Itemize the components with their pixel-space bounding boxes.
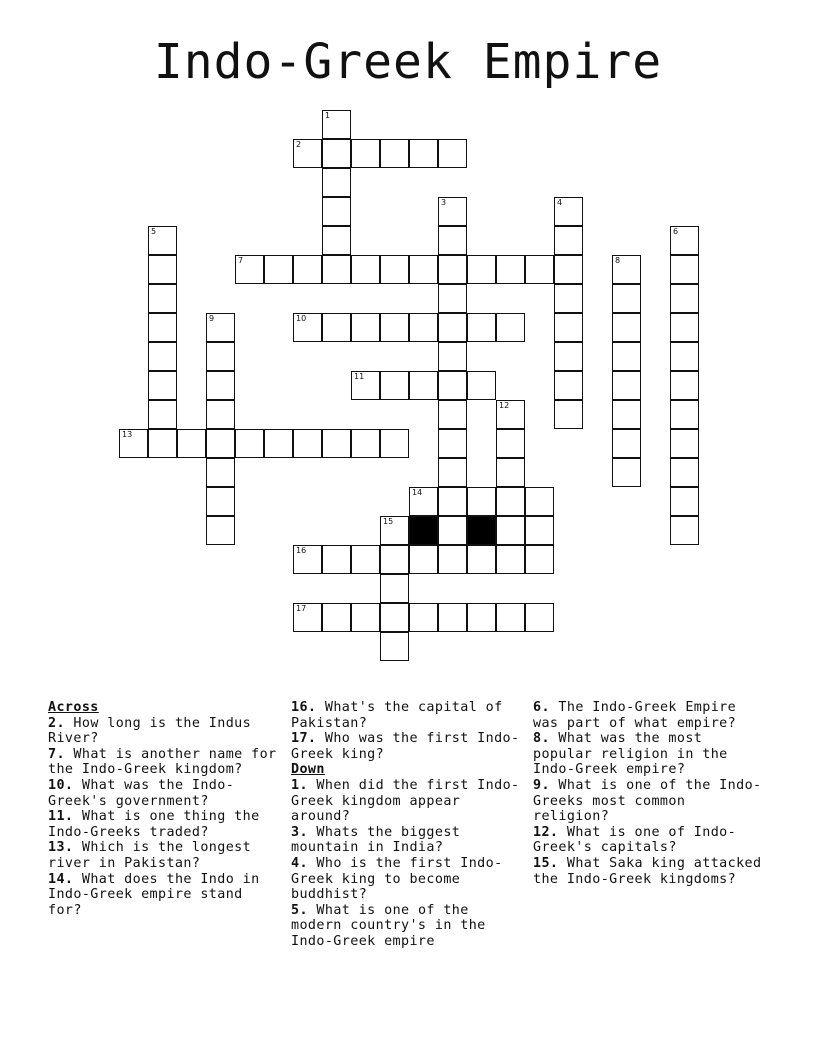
grid-cell[interactable] <box>322 255 351 284</box>
grid-cell[interactable] <box>525 516 554 545</box>
across-heading: Across <box>48 700 99 715</box>
grid-cell[interactable] <box>554 400 583 429</box>
grid-cell[interactable] <box>554 255 583 284</box>
grid-cell[interactable] <box>670 516 699 545</box>
grid-cell[interactable] <box>351 139 380 168</box>
clue-down-8: 8. What was the most popular religion in the Indo-Greek empire? <box>533 731 728 778</box>
grid-cell[interactable] <box>293 603 322 632</box>
grid-cell[interactable] <box>206 342 235 371</box>
clues-column-2 <box>291 700 527 950</box>
grid-cell[interactable] <box>467 487 496 516</box>
grid-cell[interactable] <box>409 255 438 284</box>
grid-cell[interactable] <box>438 603 467 632</box>
grid-cell[interactable] <box>467 255 496 284</box>
grid-cell[interactable] <box>322 197 351 226</box>
grid-cell[interactable] <box>438 313 467 342</box>
grid-cell[interactable] <box>670 255 699 284</box>
grid-cell[interactable] <box>351 429 380 458</box>
grid-cell[interactable] <box>438 429 467 458</box>
grid-cell[interactable] <box>438 545 467 574</box>
grid-cell[interactable] <box>670 400 699 429</box>
grid-cell[interactable] <box>351 545 380 574</box>
grid-cell[interactable] <box>148 400 177 429</box>
grid-cell[interactable] <box>554 371 583 400</box>
grid-cell[interactable] <box>496 429 525 458</box>
grid-cell[interactable] <box>554 226 583 255</box>
grid-cell[interactable] <box>380 632 409 661</box>
grid-cell[interactable] <box>525 255 554 284</box>
clue-down-9: 9. What is one of the Indo-Greeks most common religion? <box>533 777 762 825</box>
grid-cell[interactable] <box>525 545 554 574</box>
grid-cell[interactable] <box>177 429 206 458</box>
grid-cell[interactable] <box>351 313 380 342</box>
grid-cell[interactable] <box>322 226 351 255</box>
grid-cell[interactable] <box>612 371 641 400</box>
cell-number: 14 <box>412 488 423 497</box>
grid-cell[interactable] <box>496 458 525 487</box>
grid-cell[interactable] <box>496 516 525 545</box>
cell-number: 3 <box>441 198 447 207</box>
grid-cell[interactable] <box>351 371 380 400</box>
cell-number: 12 <box>499 401 510 410</box>
grid-cell[interactable] <box>293 429 322 458</box>
grid-cell[interactable] <box>409 603 438 632</box>
grid-cell[interactable] <box>438 284 467 313</box>
clue-down-3: 3. Whats the biggest mountain in India? <box>291 824 461 856</box>
grid-cell[interactable] <box>612 313 641 342</box>
grid-cell[interactable] <box>148 313 177 342</box>
grid-cell[interactable] <box>670 342 699 371</box>
grid-cell[interactable] <box>148 255 177 284</box>
cell-number: 15 <box>383 517 394 526</box>
grid-cell[interactable] <box>380 371 409 400</box>
clue-across-16: 16. What's the capital of Pakistan? <box>291 700 503 731</box>
grid-cell[interactable] <box>293 313 322 342</box>
grid-cell[interactable] <box>206 371 235 400</box>
grid-cell[interactable] <box>670 226 699 255</box>
grid-cell[interactable] <box>438 487 467 516</box>
cell-number: 8 <box>615 256 621 265</box>
grid-cell[interactable] <box>380 545 409 574</box>
grid-cell[interactable] <box>409 139 438 168</box>
clue-down-12: 12. What is one of Indo-Greek's capitals? <box>533 824 737 856</box>
grid-cell[interactable] <box>496 255 525 284</box>
clue-across-2: 2. How long is the Indus River? <box>48 715 252 747</box>
grid-cell[interactable] <box>467 545 496 574</box>
grid-cell[interactable] <box>293 545 322 574</box>
down-heading: Down <box>291 762 325 778</box>
grid-cell[interactable] <box>206 400 235 429</box>
grid-cell[interactable] <box>438 342 467 371</box>
grid-cell[interactable] <box>380 574 409 603</box>
grid-cell[interactable] <box>206 429 235 458</box>
grid-cell[interactable] <box>409 545 438 574</box>
grid-cell[interactable] <box>612 458 641 487</box>
clue-across-17: 17. Who was the first Indo-Greek king? <box>291 731 520 762</box>
puzzle-title: Indo-Greek Empire <box>153 34 663 90</box>
black-square <box>467 516 496 545</box>
grid-cell[interactable] <box>322 110 351 139</box>
grid-cell[interactable] <box>670 313 699 342</box>
cell-number: 17 <box>296 604 307 613</box>
across-clue-list-a <box>48 716 284 919</box>
cell-number: 10 <box>296 314 307 323</box>
grid-cell[interactable] <box>612 342 641 371</box>
grid-cell[interactable] <box>554 284 583 313</box>
cell-number: 4 <box>557 198 563 207</box>
grid-cell[interactable] <box>670 371 699 400</box>
grid-cell[interactable] <box>670 458 699 487</box>
cell-number: 11 <box>354 372 365 381</box>
grid-cell[interactable] <box>293 255 322 284</box>
cell-number: 16 <box>296 546 307 555</box>
grid-cell[interactable] <box>293 139 322 168</box>
grid-cell[interactable] <box>235 255 264 284</box>
grid-cell[interactable] <box>670 487 699 516</box>
grid-cell[interactable] <box>612 284 641 313</box>
grid-cell[interactable] <box>496 313 525 342</box>
grid-cell[interactable] <box>322 139 351 168</box>
grid-cell[interactable] <box>409 487 438 516</box>
black-square <box>409 516 438 545</box>
grid-cell[interactable] <box>206 458 235 487</box>
grid-cell[interactable] <box>612 429 641 458</box>
grid-cell[interactable] <box>148 342 177 371</box>
grid-cell[interactable] <box>467 313 496 342</box>
grid-cell[interactable] <box>438 371 467 400</box>
grid-cell[interactable] <box>148 284 177 313</box>
cell-number: 13 <box>122 430 133 439</box>
clue-across-10: 10. What was the Indo-Greek's government? <box>48 777 235 809</box>
grid-cell[interactable] <box>380 139 409 168</box>
grid-cell[interactable] <box>409 371 438 400</box>
grid-cell[interactable] <box>438 197 467 226</box>
clues-column-3 <box>533 700 769 887</box>
grid-cell[interactable] <box>322 313 351 342</box>
cell-number: 5 <box>151 227 157 236</box>
grid-cell[interactable] <box>554 197 583 226</box>
grid-cell[interactable] <box>467 603 496 632</box>
grid-cell[interactable] <box>554 342 583 371</box>
grid-cell[interactable] <box>264 429 293 458</box>
cell-number: 9 <box>209 314 215 323</box>
grid-cell[interactable] <box>206 516 235 545</box>
grid-cell[interactable] <box>322 603 351 632</box>
grid-cell[interactable] <box>322 545 351 574</box>
clue-down-5: 5. What is one of the modern country's in the Indo-Greek empire <box>291 902 486 949</box>
grid-cell[interactable] <box>206 487 235 516</box>
grid-cell[interactable] <box>438 226 467 255</box>
grid-cell[interactable] <box>438 458 467 487</box>
grid-cell[interactable] <box>380 603 409 632</box>
grid-cell[interactable] <box>496 400 525 429</box>
grid-cell[interactable] <box>525 487 554 516</box>
grid-cell[interactable] <box>380 255 409 284</box>
clues-column-1 <box>48 700 284 918</box>
grid-cell[interactable] <box>380 313 409 342</box>
grid-cell[interactable] <box>351 255 380 284</box>
cell-number: 1 <box>325 111 331 120</box>
grid-cell[interactable] <box>670 284 699 313</box>
grid-cell[interactable] <box>409 313 438 342</box>
grid-cell[interactable] <box>438 255 467 284</box>
grid-cell[interactable] <box>380 516 409 545</box>
grid-cell[interactable] <box>438 400 467 429</box>
grid-cell[interactable] <box>148 429 177 458</box>
clue-across-11: 11. What is one thing the Indo-Greeks traded? <box>48 809 260 840</box>
grid-cell[interactable] <box>496 603 525 632</box>
grid-cell[interactable] <box>670 429 699 458</box>
grid-cell[interactable] <box>496 487 525 516</box>
grid-cell[interactable] <box>322 429 351 458</box>
cell-number: 7 <box>238 256 244 265</box>
clue-down-1: 1. When did the first Indo-Greek kingdom appear around? <box>291 777 520 825</box>
grid-cell[interactable] <box>467 371 496 400</box>
clue-across-13: 13. Which is the longest river in Pakistan? <box>48 840 252 871</box>
grid-cell[interactable] <box>438 516 467 545</box>
clue-down-15: 15. What Saka king attacked the Indo-Greek kingdoms? <box>533 855 762 887</box>
grid-cell[interactable] <box>612 255 641 284</box>
grid-cell[interactable] <box>148 226 177 255</box>
grid-cell[interactable] <box>380 429 409 458</box>
grid-cell[interactable] <box>351 603 380 632</box>
clue-down-6: 6. The Indo-Greek Empire was part of what empire? <box>533 700 737 731</box>
grid-cell[interactable] <box>148 371 177 400</box>
grid-cell[interactable] <box>264 255 293 284</box>
grid-cell[interactable] <box>206 313 235 342</box>
clue-across-7: 7. What is another name for the Indo-Greek kingdom? <box>48 746 277 778</box>
grid-cell[interactable] <box>322 168 351 197</box>
grid-cell[interactable] <box>496 545 525 574</box>
grid-cell[interactable] <box>554 313 583 342</box>
cell-number: 2 <box>296 140 302 149</box>
grid-cell[interactable] <box>438 139 467 168</box>
grid-cell[interactable] <box>525 603 554 632</box>
cell-number: 6 <box>673 227 679 236</box>
grid-cell[interactable] <box>119 429 148 458</box>
grid-cell[interactable] <box>612 400 641 429</box>
clue-down-4: 4. Who is the first Indo-Greek king to become buddhist? <box>291 855 503 903</box>
grid-cell[interactable] <box>235 429 264 458</box>
clue-across-14: 14. What does the Indo in Indo-Greek empire stand for? <box>48 871 260 918</box>
